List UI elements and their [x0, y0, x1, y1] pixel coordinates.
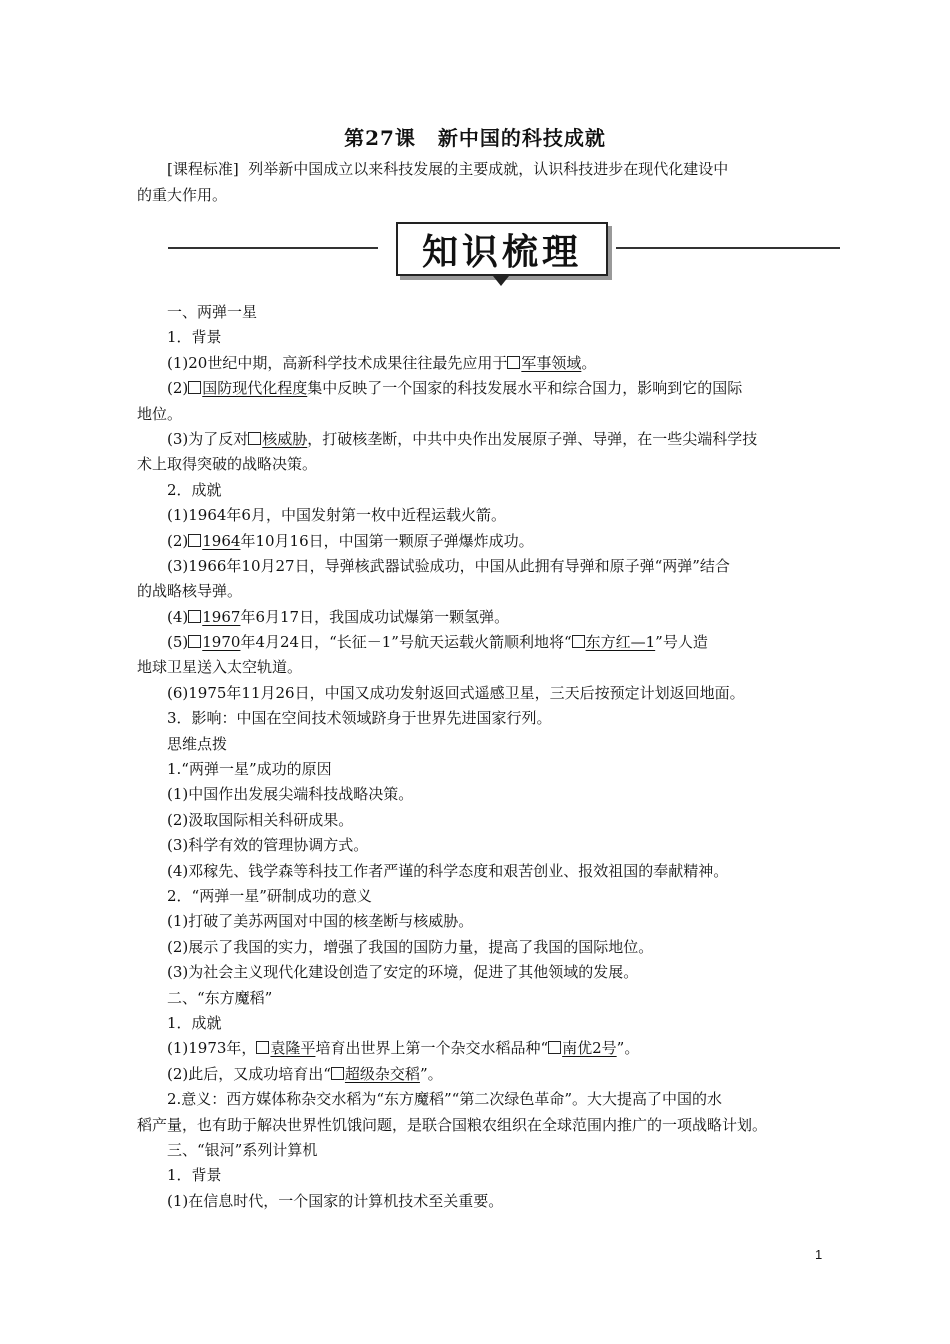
- key-term: 1964: [202, 531, 241, 550]
- text-span: 2．“两弹一星”研制成功的意义: [167, 886, 372, 905]
- answer-box-icon: [188, 381, 201, 394]
- text-span: 3．影响：中国在空间技术领域跻身于世界先进国家行列。: [167, 709, 552, 728]
- text-span: (3)为了反对: [167, 429, 249, 448]
- text-line: [137, 935, 827, 960]
- banner-title: 知识梳理: [396, 222, 608, 276]
- text-line: [137, 960, 827, 985]
- text-span: (1)1964年6月，中国发射第一枚中近程运载火箭。: [167, 506, 506, 525]
- text-line: [137, 1036, 827, 1061]
- text-span: (4): [167, 607, 189, 626]
- text-span: ，打破核垄断，中共中央作出发展原子弹、导弹，在一些尖端科学技: [307, 429, 758, 448]
- text-span: (2): [167, 379, 189, 398]
- text-line: [137, 655, 827, 680]
- answer-box-icon: [248, 432, 261, 445]
- text-span: (4)邓稼先、钱学森等科技工作者严谨的科学态度和艰苦创业、报效祖国的奉献精神。: [167, 861, 729, 880]
- text-span: 2.意义：西方媒体称杂交水稻为“东方魔稻”“第二次绿色革命”。大大提高了中国的水: [167, 1090, 722, 1109]
- text-line: [137, 427, 827, 452]
- answer-box-icon: [256, 1041, 269, 1054]
- text-line: [137, 351, 827, 376]
- key-term: 超级杂交稻: [344, 1064, 420, 1083]
- text-span: (2)汲取国际相关科研成果。: [167, 810, 354, 829]
- text-span: ”。: [419, 1064, 443, 1083]
- text-span: 。: [581, 353, 597, 372]
- text-line: [137, 833, 827, 858]
- text-line: [137, 452, 827, 477]
- answer-box-icon: [572, 635, 585, 648]
- text-span: (1)中国作出发展尖端科技战略决策。: [167, 785, 414, 804]
- key-term: 军事领域: [521, 353, 582, 372]
- text-span: 稻产量，也有助于解决世界性饥饿问题，是联合国粮农组织在全球范围内推广的一项战略计划。: [137, 1115, 768, 1134]
- text-line: [137, 859, 827, 884]
- text-span: (1)1973年，: [167, 1039, 257, 1058]
- text-line: [137, 909, 827, 934]
- key-term: 南优2号: [562, 1039, 617, 1058]
- answer-box-icon: [188, 534, 201, 547]
- text-span: 地位。: [137, 404, 183, 423]
- text-span: 年6月17日，我国成功试爆第一颗氢弹。: [240, 607, 510, 626]
- text-line: [137, 605, 827, 630]
- text-line: [137, 1062, 827, 1087]
- text-span: 的战略核导弹。: [137, 582, 243, 601]
- text-span: (1)20世纪中期，高新科学技术成果往往最先应用于: [167, 353, 508, 372]
- text-span: 1．背景: [167, 1166, 222, 1185]
- course-standard-text-1: 列举新中国成立以来科技发展的主要成就，认识科技进步在现代化建设中: [248, 160, 729, 178]
- course-standard-label: [课程标准]: [167, 160, 239, 178]
- key-term: 国防现代化程度: [202, 379, 308, 398]
- text-span: (2)此后，又成功培育出“: [167, 1064, 331, 1083]
- banner-rule-left: [168, 247, 378, 249]
- lesson-number: 第27课: [344, 126, 416, 150]
- text-line: [137, 1163, 827, 1188]
- text-span: (2): [167, 531, 189, 550]
- text-span: (1)打破了美苏两国对中国的核垄断与核威胁。: [167, 912, 474, 931]
- text-line: [137, 402, 827, 427]
- key-term: 袁隆平: [270, 1039, 316, 1058]
- key-term: 1970: [202, 633, 241, 652]
- text-line: [137, 681, 827, 706]
- text-line: [137, 1087, 827, 1112]
- text-line: [137, 884, 827, 909]
- text-line: [137, 732, 827, 757]
- text-line: [137, 376, 827, 401]
- page-title: [0, 122, 950, 151]
- text-line: [137, 1189, 827, 1214]
- text-span: 二、“东方魔稻”: [167, 988, 273, 1007]
- text-span: 年4月24日，“长征－1”号航天运载火箭顺利地将“: [240, 633, 572, 652]
- text-line: [137, 1138, 827, 1163]
- text-line: [137, 300, 827, 325]
- banner-rule-right: [616, 247, 840, 249]
- course-standard: [137, 156, 827, 208]
- text-span: (2)展示了我国的实力，增强了我国的国防力量，提高了我国的国际地位。: [167, 937, 654, 956]
- text-line: [137, 478, 827, 503]
- key-term: 东方红—1: [585, 633, 656, 652]
- text-span: 年10月16日，中国第一颗原子弹爆炸成功。: [240, 531, 534, 550]
- text-span: (6)1975年11月26日，中国又成功发射返回式遥感卫星，三天后按预定计划返回地面。: [167, 683, 745, 702]
- text-span: (3)为社会主义现代化建设创造了安定的环境，促进了其他领域的发展。: [167, 963, 639, 982]
- text-span: (5): [167, 633, 189, 652]
- text-line: [137, 757, 827, 782]
- text-line: [137, 630, 827, 655]
- answer-box-icon: [188, 635, 201, 648]
- text-span: 一、两弹一星: [167, 303, 258, 321]
- text-span: (1)在信息时代，一个国家的计算机技术至关重要。: [167, 1191, 504, 1210]
- key-term: 核威胁: [262, 429, 308, 448]
- text-line: [137, 808, 827, 833]
- answer-box-icon: [188, 610, 201, 623]
- answer-box-icon: [548, 1041, 561, 1054]
- text-line: [137, 503, 827, 528]
- text-span: 三、“银河”系列计算机: [167, 1140, 318, 1159]
- text-line: [137, 325, 827, 350]
- text-line: [137, 706, 827, 731]
- text-span: (3)科学有效的管理协调方式。: [167, 836, 369, 855]
- text-line: [137, 782, 827, 807]
- text-line: [137, 579, 827, 604]
- text-line: [137, 986, 827, 1011]
- answer-box-icon: [507, 356, 520, 369]
- page-number: 1: [815, 1247, 823, 1262]
- text-span: 2．成就: [167, 480, 222, 499]
- text-span: 1.“两弹一星”成功的原因: [167, 760, 332, 779]
- text-line: [137, 1011, 827, 1036]
- section-banner: [168, 220, 840, 290]
- text-span: 术上取得突破的战略决策。: [137, 455, 318, 474]
- text-span: 集中反映了一个国家的科技发展水平和综合国力，影响到它的国际: [307, 379, 743, 398]
- course-standard-text-2: 的重大作用。: [137, 186, 228, 204]
- text-span: ”号人造: [655, 633, 708, 652]
- text-line: [137, 1113, 827, 1138]
- text-span: 思维点拨: [167, 734, 228, 753]
- text-line: [137, 554, 827, 579]
- text-line: [137, 529, 827, 554]
- text-span: 培育出世界上第一个杂交水稻品种“: [315, 1039, 549, 1058]
- banner-pointer-icon: [493, 276, 509, 286]
- answer-box-icon: [331, 1067, 344, 1080]
- text-span: 地球卫星送入太空轨道。: [137, 658, 303, 677]
- text-span: 1．成就: [167, 1013, 222, 1032]
- lesson-name: 新中国的科技成就: [437, 126, 606, 150]
- text-span: ”。: [616, 1039, 640, 1058]
- text-span: (3)1966年10月27日，导弹核武器试验成功，中国从此拥有导弹和原子弹“两弹”结合: [167, 556, 730, 575]
- body-text: [137, 300, 827, 1214]
- text-span: 1．背景: [167, 328, 222, 347]
- key-term: 1967: [202, 607, 241, 626]
